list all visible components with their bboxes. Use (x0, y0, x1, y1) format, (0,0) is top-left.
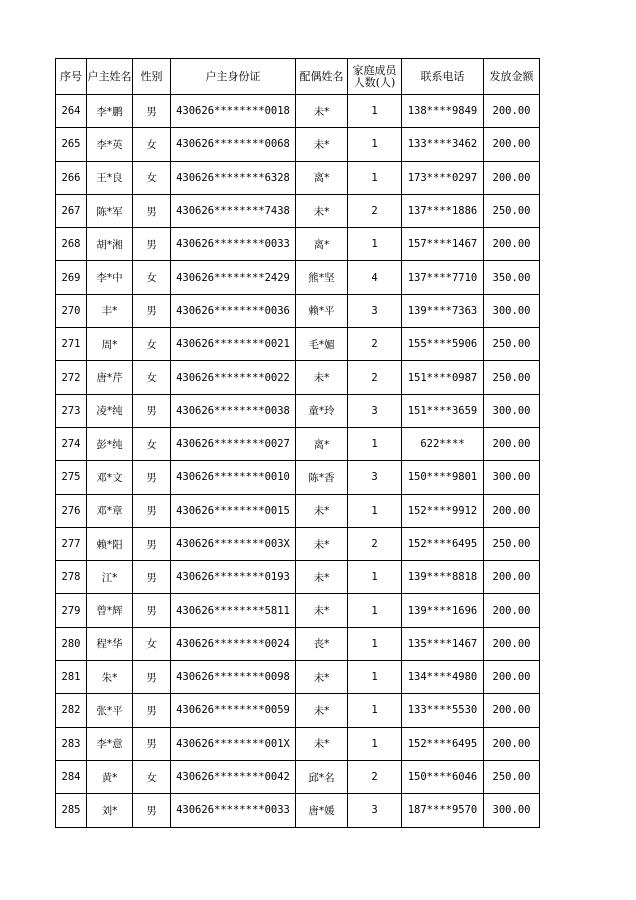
cell-phone: 187****9570 (402, 794, 484, 827)
table-row (56, 95, 540, 128)
cell-members: 1 (348, 694, 402, 727)
cell-id-card: 430626********2429 (171, 261, 296, 294)
cell-id-card: 430626********0193 (171, 561, 296, 594)
cell-id-card: 430626********7438 (171, 194, 296, 227)
cell-head-name: 李*鹏 (87, 95, 133, 128)
cell-head-name: 李*中 (87, 261, 133, 294)
cell-id-card: 430626********0027 (171, 427, 296, 460)
cell-gender: 男 (133, 461, 171, 494)
cell-amount: 250.00 (484, 194, 540, 227)
cell-spouse: 离* (296, 161, 348, 194)
cell-gender: 男 (133, 194, 171, 227)
cell-spouse: 离* (296, 427, 348, 460)
cell-gender: 男 (133, 394, 171, 427)
cell-members: 1 (348, 161, 402, 194)
cell-amount: 200.00 (484, 427, 540, 460)
cell-phone: 622**** (402, 427, 484, 460)
cell-members: 1 (348, 561, 402, 594)
subsidy-register-table (55, 58, 540, 828)
cell-gender: 女 (133, 128, 171, 161)
cell-amount: 200.00 (484, 161, 540, 194)
cell-amount: 200.00 (484, 694, 540, 727)
cell-id-card: 430626********6328 (171, 161, 296, 194)
cell-id-card: 430626********0022 (171, 361, 296, 394)
table-row (56, 228, 540, 261)
cell-spouse: 未* (296, 661, 348, 694)
cell-spouse: 唐*媛 (296, 794, 348, 827)
cell-seq: 279 (56, 594, 87, 627)
header-phone: 联系电话 (402, 59, 484, 95)
cell-members: 1 (348, 727, 402, 760)
cell-members: 1 (348, 494, 402, 527)
cell-amount: 200.00 (484, 661, 540, 694)
table-row (56, 627, 540, 660)
cell-seq: 270 (56, 294, 87, 327)
cell-gender: 男 (133, 594, 171, 627)
cell-phone: 151****3659 (402, 394, 484, 427)
table-row (56, 128, 540, 161)
table-row (56, 661, 540, 694)
table-row (56, 194, 540, 227)
cell-spouse: 未* (296, 194, 348, 227)
cell-gender: 男 (133, 527, 171, 560)
cell-amount: 200.00 (484, 128, 540, 161)
table-row (56, 427, 540, 460)
cell-head-name: 赖*阳 (87, 527, 133, 560)
cell-members: 2 (348, 328, 402, 361)
cell-head-name: 张*平 (87, 694, 133, 727)
cell-seq: 283 (56, 727, 87, 760)
cell-head-name: 曾*辉 (87, 594, 133, 627)
cell-spouse: 邱*名 (296, 760, 348, 793)
cell-phone: 152****6495 (402, 527, 484, 560)
cell-phone: 150****9801 (402, 461, 484, 494)
cell-members: 1 (348, 594, 402, 627)
cell-gender: 男 (133, 661, 171, 694)
cell-phone: 139****7363 (402, 294, 484, 327)
cell-gender: 男 (133, 727, 171, 760)
cell-head-name: 刘* (87, 794, 133, 827)
cell-spouse: 未* (296, 727, 348, 760)
header-row (56, 59, 540, 95)
table-row (56, 760, 540, 793)
cell-phone: 151****0987 (402, 361, 484, 394)
cell-phone: 152****9912 (402, 494, 484, 527)
table-row (56, 394, 540, 427)
cell-seq: 265 (56, 128, 87, 161)
table-row (56, 294, 540, 327)
cell-spouse: 未* (296, 694, 348, 727)
table-row (56, 361, 540, 394)
cell-gender: 女 (133, 328, 171, 361)
cell-id-card: 430626********0021 (171, 328, 296, 361)
cell-amount: 250.00 (484, 361, 540, 394)
cell-phone: 137****7710 (402, 261, 484, 294)
cell-head-name: 胡*湘 (87, 228, 133, 261)
cell-head-name: 唐*芹 (87, 361, 133, 394)
cell-seq: 282 (56, 694, 87, 727)
cell-seq: 285 (56, 794, 87, 827)
cell-phone: 173****0297 (402, 161, 484, 194)
cell-gender: 女 (133, 161, 171, 194)
header-spouse: 配偶姓名 (296, 59, 348, 95)
cell-gender: 女 (133, 427, 171, 460)
header-seq: 序号 (56, 59, 87, 95)
cell-spouse: 离* (296, 228, 348, 261)
cell-id-card: 430626********0015 (171, 494, 296, 527)
cell-gender: 男 (133, 794, 171, 827)
cell-head-name: 周* (87, 328, 133, 361)
cell-spouse: 熊*坚 (296, 261, 348, 294)
cell-members: 3 (348, 461, 402, 494)
cell-members: 2 (348, 527, 402, 560)
cell-head-name: 朱* (87, 661, 133, 694)
cell-phone: 133****5530 (402, 694, 484, 727)
cell-amount: 200.00 (484, 494, 540, 527)
cell-phone: 152****6495 (402, 727, 484, 760)
cell-phone: 133****3462 (402, 128, 484, 161)
cell-amount: 200.00 (484, 627, 540, 660)
header-id-card: 户主身份证 (171, 59, 296, 95)
cell-id-card: 430626********5811 (171, 594, 296, 627)
cell-spouse: 未* (296, 594, 348, 627)
cell-gender: 女 (133, 760, 171, 793)
table-row (56, 161, 540, 194)
cell-seq: 284 (56, 760, 87, 793)
cell-gender: 男 (133, 561, 171, 594)
cell-members: 1 (348, 95, 402, 128)
cell-spouse: 未* (296, 494, 348, 527)
cell-head-name: 凌*纯 (87, 394, 133, 427)
cell-amount: 200.00 (484, 95, 540, 128)
table-body (56, 95, 540, 828)
cell-amount: 200.00 (484, 594, 540, 627)
cell-seq: 271 (56, 328, 87, 361)
cell-seq: 280 (56, 627, 87, 660)
cell-members: 2 (348, 760, 402, 793)
cell-head-name: 陈*军 (87, 194, 133, 227)
table-row (56, 527, 540, 560)
cell-amount: 250.00 (484, 328, 540, 361)
cell-seq: 278 (56, 561, 87, 594)
cell-head-name: 程*华 (87, 627, 133, 660)
table-row (56, 261, 540, 294)
cell-spouse: 未* (296, 128, 348, 161)
cell-spouse: 未* (296, 95, 348, 128)
cell-members: 3 (348, 294, 402, 327)
cell-id-card: 430626********0033 (171, 228, 296, 261)
cell-head-name: 李*英 (87, 128, 133, 161)
table-row (56, 594, 540, 627)
cell-spouse: 赖*平 (296, 294, 348, 327)
cell-phone: 157****1467 (402, 228, 484, 261)
cell-members: 1 (348, 427, 402, 460)
cell-amount: 200.00 (484, 727, 540, 760)
cell-seq: 266 (56, 161, 87, 194)
cell-amount: 200.00 (484, 228, 540, 261)
cell-id-card: 430626********0068 (171, 128, 296, 161)
header-gender: 性别 (133, 59, 171, 95)
cell-phone: 139****1696 (402, 594, 484, 627)
cell-head-name: 王*良 (87, 161, 133, 194)
cell-id-card: 430626********003X (171, 527, 296, 560)
table-row (56, 494, 540, 527)
cell-phone: 155****5906 (402, 328, 484, 361)
cell-seq: 268 (56, 228, 87, 261)
cell-phone: 137****1886 (402, 194, 484, 227)
cell-id-card: 430626********0033 (171, 794, 296, 827)
cell-spouse: 未* (296, 361, 348, 394)
cell-seq: 272 (56, 361, 87, 394)
cell-head-name: 彭*纯 (87, 427, 133, 460)
cell-head-name: 邓*章 (87, 494, 133, 527)
cell-gender: 女 (133, 361, 171, 394)
table-row (56, 561, 540, 594)
cell-gender: 男 (133, 228, 171, 261)
cell-phone: 139****8818 (402, 561, 484, 594)
cell-head-name: 黄* (87, 760, 133, 793)
cell-id-card: 430626********0036 (171, 294, 296, 327)
header-amount: 发放金额 (484, 59, 540, 95)
cell-gender: 女 (133, 261, 171, 294)
cell-id-card: 430626********0018 (171, 95, 296, 128)
cell-members: 2 (348, 361, 402, 394)
cell-amount: 300.00 (484, 794, 540, 827)
cell-id-card: 430626********0038 (171, 394, 296, 427)
cell-seq: 277 (56, 527, 87, 560)
cell-seq: 276 (56, 494, 87, 527)
cell-seq: 281 (56, 661, 87, 694)
cell-id-card: 430626********0010 (171, 461, 296, 494)
cell-amount: 200.00 (484, 561, 540, 594)
cell-spouse: 丧* (296, 627, 348, 660)
cell-seq: 264 (56, 95, 87, 128)
cell-members: 1 (348, 128, 402, 161)
cell-spouse: 陈*香 (296, 461, 348, 494)
cell-seq: 274 (56, 427, 87, 460)
cell-gender: 女 (133, 627, 171, 660)
cell-id-card: 430626********0098 (171, 661, 296, 694)
cell-spouse: 毛*媚 (296, 328, 348, 361)
cell-amount: 300.00 (484, 294, 540, 327)
cell-amount: 300.00 (484, 394, 540, 427)
cell-members: 1 (348, 228, 402, 261)
cell-gender: 男 (133, 294, 171, 327)
cell-id-card: 430626********001X (171, 727, 296, 760)
cell-seq: 275 (56, 461, 87, 494)
cell-amount: 250.00 (484, 527, 540, 560)
cell-gender: 男 (133, 95, 171, 128)
cell-members: 2 (348, 194, 402, 227)
cell-spouse: 童*玲 (296, 394, 348, 427)
cell-id-card: 430626********0042 (171, 760, 296, 793)
cell-members: 3 (348, 794, 402, 827)
cell-spouse: 未* (296, 561, 348, 594)
cell-seq: 267 (56, 194, 87, 227)
cell-head-name: 邓*文 (87, 461, 133, 494)
cell-gender: 男 (133, 694, 171, 727)
cell-phone: 134****4980 (402, 661, 484, 694)
cell-head-name: 李*意 (87, 727, 133, 760)
cell-amount: 250.00 (484, 760, 540, 793)
table-row (56, 794, 540, 827)
cell-seq: 273 (56, 394, 87, 427)
cell-phone: 135****1467 (402, 627, 484, 660)
cell-phone: 150****6046 (402, 760, 484, 793)
cell-head-name: 丰* (87, 294, 133, 327)
header-members: 家庭成员人数(人) (348, 59, 402, 95)
cell-members: 1 (348, 627, 402, 660)
cell-id-card: 430626********0059 (171, 694, 296, 727)
cell-spouse: 未* (296, 527, 348, 560)
cell-amount: 350.00 (484, 261, 540, 294)
cell-id-card: 430626********0024 (171, 627, 296, 660)
table-row (56, 328, 540, 361)
cell-seq: 269 (56, 261, 87, 294)
table-row (56, 727, 540, 760)
cell-head-name: 江* (87, 561, 133, 594)
header-head-name: 户主姓名 (87, 59, 133, 95)
table-row (56, 694, 540, 727)
cell-phone: 138****9849 (402, 95, 484, 128)
table-row (56, 461, 540, 494)
cell-members: 3 (348, 394, 402, 427)
cell-gender: 男 (133, 494, 171, 527)
cell-members: 4 (348, 261, 402, 294)
cell-members: 1 (348, 661, 402, 694)
cell-amount: 300.00 (484, 461, 540, 494)
